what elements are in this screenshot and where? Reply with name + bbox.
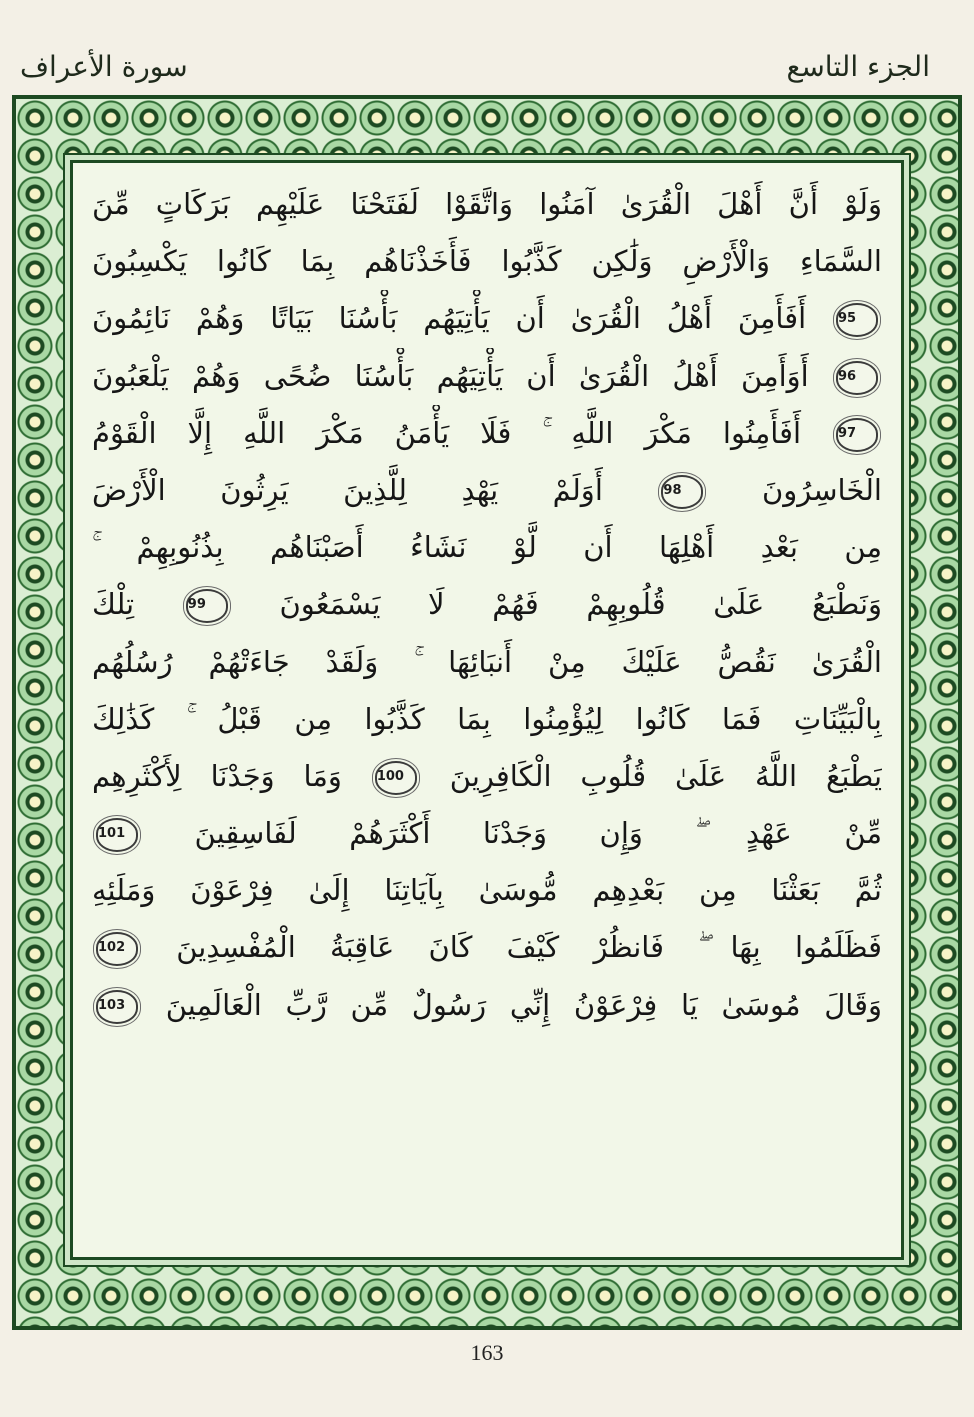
- verse-text: أَفَأَمِنَ أَهْلُ الْقُرَىٰ أَن يَأْتِيَهُم بَأْسُنَا بَيَاتًا وَهُمْ نَائِمُونَ: [92, 301, 807, 336]
- page-header: [16, 50, 958, 98]
- page-number: 163: [470, 1340, 504, 1365]
- text-line: [92, 462, 882, 519]
- text-line: [92, 977, 882, 1034]
- verse-text: وَمَا وَجَدْنَا لِأَكْثَرِهِم: [92, 758, 342, 793]
- text-line: [92, 862, 882, 919]
- verse-text: وَقَالَ مُوسَىٰ يَا فِرْعَوْنُ إِنِّي رَسُولٌ مِّن رَّبِّ الْعَالَمِينَ: [165, 987, 882, 1022]
- juz-title: الجزء التاسع: [786, 50, 930, 83]
- ayah-number-marker: 100: [375, 761, 417, 795]
- verse-text: أَوَأَمِنَ أَهْلُ الْقُرَىٰ أَن يَأْتِيَهُم بَأْسُنَا ضُحًى وَهُمْ يَلْعَبُونَ: [92, 358, 809, 393]
- verse-text: فَظَلَمُوا بِهَا ۖ فَانظُرْ كَيْفَ كَانَ عَاقِبَةُ الْمُفْسِدِينَ: [176, 930, 882, 965]
- verse-text: أَوَلَمْ يَهْدِ لِلَّذِينَ يَرِثُونَ الْأَرْضَ: [92, 472, 603, 507]
- text-line: [92, 405, 882, 462]
- text-line: [92, 576, 882, 633]
- verse-text: تِلْكَ: [92, 587, 135, 622]
- ayah-number-marker: 102: [96, 932, 138, 966]
- verse-text: وَنَطْبَعُ عَلَىٰ قُلُوبِهِمْ فَهُمْ لَا يَسْمَعُونَ: [279, 587, 882, 622]
- verse-text: الْقُرَىٰ نَقُصُّ عَلَيْكَ مِنْ أَنبَائِهَا ۚ وَلَقَدْ جَاءَتْهُمْ رُسُلُهُم: [92, 644, 882, 679]
- text-line: [92, 634, 882, 691]
- verse-text: مِّنْ عَهْدٍ ۖ وَإِن وَجَدْنَا أَكْثَرَهُمْ لَفَاسِقِينَ: [194, 816, 882, 851]
- text-line: [92, 691, 882, 748]
- text-line: [92, 748, 882, 805]
- ayah-number-marker: 99: [186, 589, 228, 623]
- text-line: [92, 233, 882, 290]
- ayah-number-marker: 96: [836, 361, 878, 395]
- verse-text: الْخَاسِرُونَ: [761, 472, 882, 507]
- verse-text: السَّمَاءِ وَالْأَرْضِ وَلَٰكِن كَذَّبُوا فَأَخَذْنَاهُم بِمَا كَانُوا يَكْسِبُونَ: [92, 244, 882, 279]
- text-line: [92, 519, 882, 576]
- quran-text: [92, 176, 882, 1246]
- ayah-number-marker: 103: [96, 990, 138, 1024]
- surah-title: سورة الأعراف: [20, 50, 188, 83]
- verse-text: بِالْبَيِّنَاتِ فَمَا كَانُوا لِيُؤْمِنُوا بِمَا كَذَّبُوا مِن قَبْلُ ۚ كَذَٰلِكَ: [92, 701, 882, 736]
- verse-text: ثُمَّ بَعَثْنَا مِن بَعْدِهِم مُّوسَىٰ بِآيَاتِنَا إِلَىٰ فِرْعَوْنَ وَمَلَئِهِ: [92, 873, 882, 908]
- ayah-number-marker: 101: [96, 818, 138, 852]
- text-line: [92, 176, 882, 233]
- text-line: [92, 805, 882, 862]
- ayah-number-marker: 95: [836, 303, 878, 337]
- text-line: [92, 348, 882, 405]
- ayah-number-marker: 97: [836, 418, 878, 452]
- verse-text: وَلَوْ أَنَّ أَهْلَ الْقُرَىٰ آمَنُوا وَاتَّقَوْا لَفَتَحْنَا عَلَيْهِم بَرَكَاتٍ مِّنَ: [92, 187, 882, 221]
- ayah-number-marker: 98: [661, 475, 703, 509]
- verse-text: يَطْبَعُ اللَّهُ عَلَىٰ قُلُوبِ الْكَافِرِينَ: [449, 758, 882, 793]
- text-line: [92, 290, 882, 347]
- text-line: [92, 919, 882, 976]
- verse-text: أَفَأَمِنُوا مَكْرَ اللَّهِ ۚ فَلَا يَأْمَنُ مَكْرَ اللَّهِ إِلَّا الْقَوْمُ: [92, 415, 801, 450]
- verse-text: مِن بَعْدِ أَهْلِهَا أَن لَّوْ نَشَاءُ أَصَبْنَاهُم بِذُنُوبِهِمْ ۚ: [92, 530, 882, 565]
